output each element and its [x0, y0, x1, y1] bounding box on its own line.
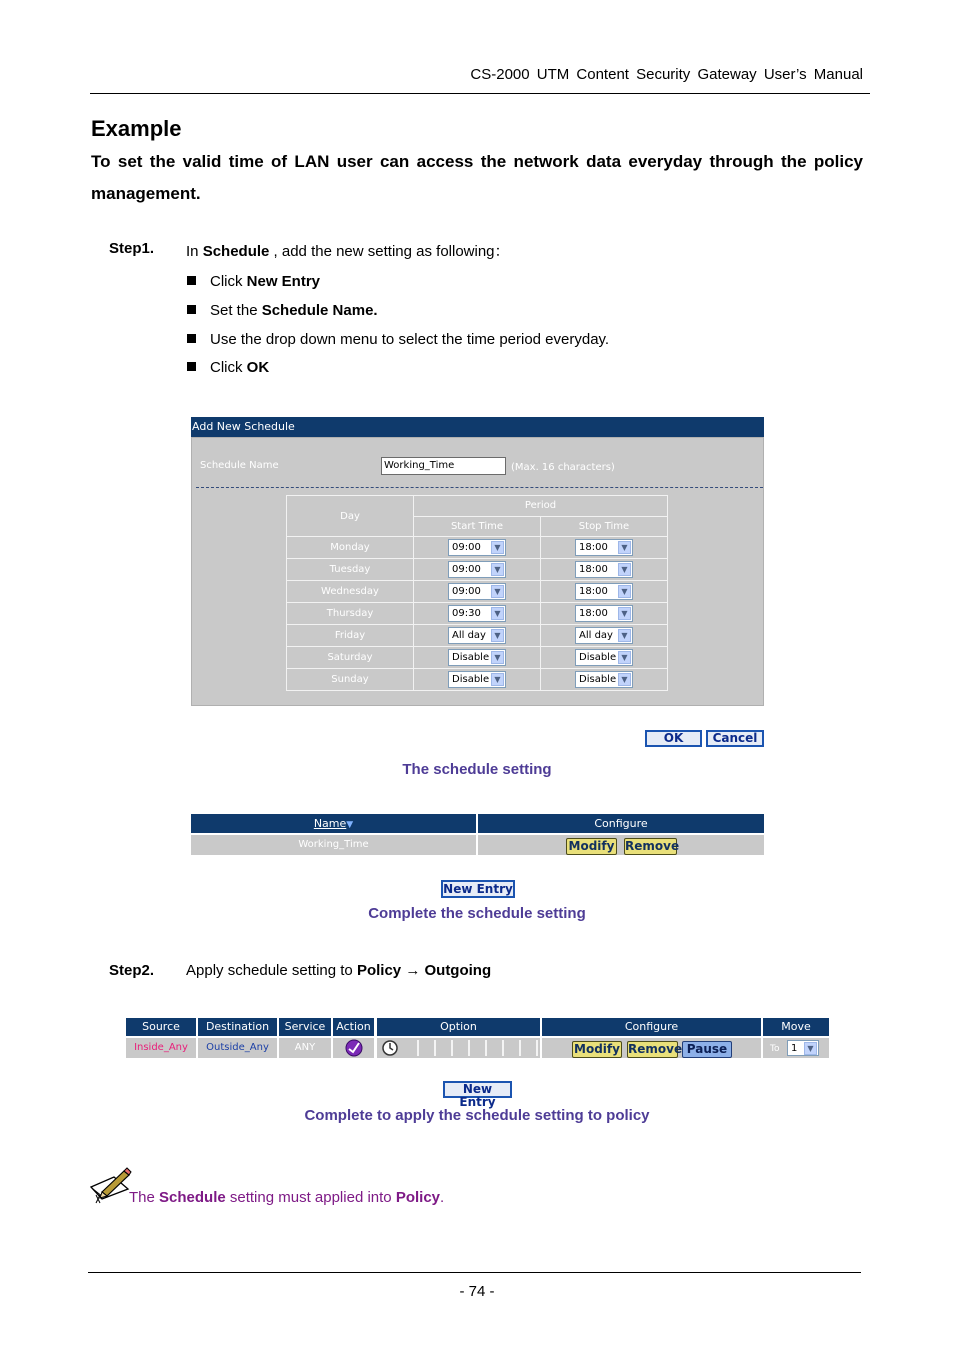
policy-col-header: Move: [763, 1018, 829, 1036]
stop-time-value: 18:00: [579, 608, 608, 619]
stop-time-select[interactable]: [575, 539, 633, 556]
col-configure-header: Configure: [478, 814, 764, 833]
add-schedule-title: Add New Schedule: [191, 417, 764, 437]
policy-col-header: Action: [333, 1018, 374, 1036]
running-header: CS-2000 UTM Content Security Gateway User’s Manual: [470, 66, 863, 83]
start-time-value: Disable: [452, 674, 490, 685]
stop-time-select[interactable]: [575, 627, 633, 644]
schedule-name-hint: (Max. 16 characters): [511, 462, 615, 473]
chevron-down-icon[interactable]: ▼: [618, 673, 631, 686]
schedule-name-input[interactable]: Working_Time: [381, 457, 506, 475]
day-cell: Wednesday: [287, 581, 414, 603]
section-heading: Example: [91, 116, 182, 141]
chevron-down-icon[interactable]: ▼: [491, 541, 504, 554]
chevron-down-icon[interactable]: ▼: [618, 607, 631, 620]
policy-col-header: Option: [377, 1018, 540, 1036]
policy-col-header: Service: [279, 1018, 331, 1036]
step1-text: In Schedule , add the new setting as following：: [186, 243, 510, 260]
name-sort-link[interactable]: Name: [313, 817, 347, 830]
start-time-select[interactable]: [448, 627, 506, 644]
bullet-marker: [187, 305, 196, 314]
day-cell: Thursday: [287, 603, 414, 625]
stop-time-value: 18:00: [579, 586, 608, 597]
table-row: [287, 559, 668, 581]
stop-time-value: 18:00: [579, 542, 608, 553]
table-row: [287, 669, 668, 691]
footer-rule: [88, 1272, 861, 1273]
bullet-marker: [187, 362, 196, 371]
permit-action-icon[interactable]: [344, 1038, 364, 1058]
col-day-header: Day: [287, 496, 414, 537]
col-period-header: Period: [414, 496, 668, 517]
table-row: [287, 647, 668, 669]
policy-destination-cell: Outside_Any: [198, 1038, 277, 1058]
policy-source-cell: Inside_Any: [126, 1038, 196, 1058]
col-stop-header: Stop Time: [541, 516, 668, 537]
ok-button[interactable]: OK: [645, 730, 702, 747]
schedule-name-label: Schedule Name: [200, 460, 279, 471]
day-cell: Saturday: [287, 647, 414, 669]
bullet-item: Use the drop down menu to select the time period everyday.: [187, 331, 609, 348]
chevron-down-icon[interactable]: ▼: [491, 585, 504, 598]
stop-time-value: All day: [579, 630, 613, 641]
start-time-value: 09:00: [452, 586, 481, 597]
start-time-select[interactable]: [448, 539, 506, 556]
policy-col-header: Destination: [198, 1018, 277, 1036]
new-entry-button[interactable]: New Entry: [443, 1081, 512, 1098]
chevron-down-icon[interactable]: ▼: [618, 585, 631, 598]
policy-action-cell: [333, 1038, 374, 1058]
stop-time-select[interactable]: [575, 649, 633, 666]
stop-time-value: Disable: [579, 674, 617, 685]
start-time-value: 09:00: [452, 542, 481, 553]
col-start-header: Start Time: [414, 516, 541, 537]
header-rule: [90, 93, 870, 94]
clock-icon[interactable]: [381, 1039, 399, 1057]
chevron-down-icon[interactable]: ▼: [491, 629, 504, 642]
step1-label: Step1.: [109, 240, 155, 257]
policy-option-cell: [377, 1038, 540, 1058]
stop-time-value: Disable: [579, 652, 617, 663]
modify-button[interactable]: Modify: [572, 1041, 622, 1058]
note-pencil-icon: [88, 1165, 132, 1205]
start-time-select[interactable]: [448, 605, 506, 622]
start-time-value: 09:00: [452, 564, 481, 575]
bullet-marker: [187, 334, 196, 343]
chevron-down-icon[interactable]: ▼: [618, 563, 631, 576]
remove-button[interactable]: Remove: [628, 1042, 683, 1056]
period-table: [286, 495, 668, 691]
page-number: - 74 -: [459, 1283, 495, 1300]
chevron-down-icon[interactable]: ▼: [491, 673, 504, 686]
start-time-value: 09:30: [452, 608, 481, 619]
bullet-item: Click New Entry: [187, 273, 320, 290]
new-entry-button[interactable]: New Entry: [441, 880, 515, 898]
figure-caption: The schedule setting: [402, 761, 552, 778]
figure-caption: Complete to apply the schedule setting to policy: [304, 1107, 650, 1124]
bullet-item: Click OK: [187, 359, 269, 376]
option-slots: [402, 1040, 538, 1056]
day-cell: Friday: [287, 625, 414, 647]
table-row: [287, 603, 668, 625]
modify-button[interactable]: Modify: [566, 838, 617, 855]
start-time-select[interactable]: [448, 583, 506, 600]
table-row: [287, 625, 668, 647]
start-time-value: Disable: [452, 652, 490, 663]
stop-time-select[interactable]: [575, 671, 633, 688]
figure-caption: Complete the schedule setting: [368, 905, 586, 922]
policy-col-header: Source: [126, 1018, 196, 1036]
day-cell: Sunday: [287, 669, 414, 691]
chevron-down-icon[interactable]: ▼: [491, 607, 504, 620]
panel-divider: [196, 487, 763, 488]
bullet-item: Set the Schedule Name.: [187, 302, 378, 319]
chevron-down-icon[interactable]: ▼: [618, 629, 631, 642]
pause-button[interactable]: Pause: [682, 1041, 732, 1058]
step2-text: Apply schedule setting to Policy → Outgoing: [186, 962, 492, 979]
chevron-down-icon[interactable]: ▼: [618, 651, 631, 664]
day-cell: Monday: [287, 537, 414, 559]
arrow-right-icon: →: [405, 962, 421, 979]
stop-time-value: 18:00: [579, 564, 608, 575]
chevron-down-icon[interactable]: ▼: [804, 1042, 817, 1055]
sort-down-icon: ▼: [346, 820, 354, 830]
cancel-button[interactable]: Cancel: [706, 730, 764, 747]
table-row: [287, 537, 668, 559]
step2-label: Step2.: [109, 962, 155, 979]
move-position-select[interactable]: [787, 1040, 819, 1056]
stop-time-select[interactable]: [575, 605, 633, 622]
table-row: [287, 581, 668, 603]
start-time-value: All day: [452, 630, 486, 641]
stop-time-select[interactable]: [575, 561, 633, 578]
chevron-down-icon[interactable]: ▼: [491, 651, 504, 664]
policy-col-header: Configure: [542, 1018, 761, 1036]
chevron-down-icon[interactable]: ▼: [491, 563, 504, 576]
policy-move-cell: [763, 1038, 829, 1058]
chevron-down-icon[interactable]: ▼: [618, 541, 631, 554]
stop-time-select[interactable]: [575, 583, 633, 600]
move-to-label: To: [770, 1044, 780, 1054]
schedule-name-cell: Working_Time: [191, 835, 476, 855]
policy-service-cell: ANY: [279, 1038, 331, 1058]
start-time-select[interactable]: [448, 561, 506, 578]
lead-paragraph: To set the valid time of LAN user can access the network data everyday through the policy management.: [91, 152, 863, 203]
schedule-configure-cell: [478, 835, 764, 855]
start-time-select[interactable]: [448, 671, 506, 688]
day-cell: Tuesday: [287, 559, 414, 581]
bullet-marker: [187, 276, 196, 285]
note-text: The Schedule setting must applied into Policy.: [129, 1189, 445, 1206]
remove-button[interactable]: Remove: [625, 839, 680, 853]
move-position-value: 1: [791, 1043, 798, 1054]
col-name-header[interactable]: [191, 814, 476, 833]
start-time-select[interactable]: [448, 649, 506, 666]
